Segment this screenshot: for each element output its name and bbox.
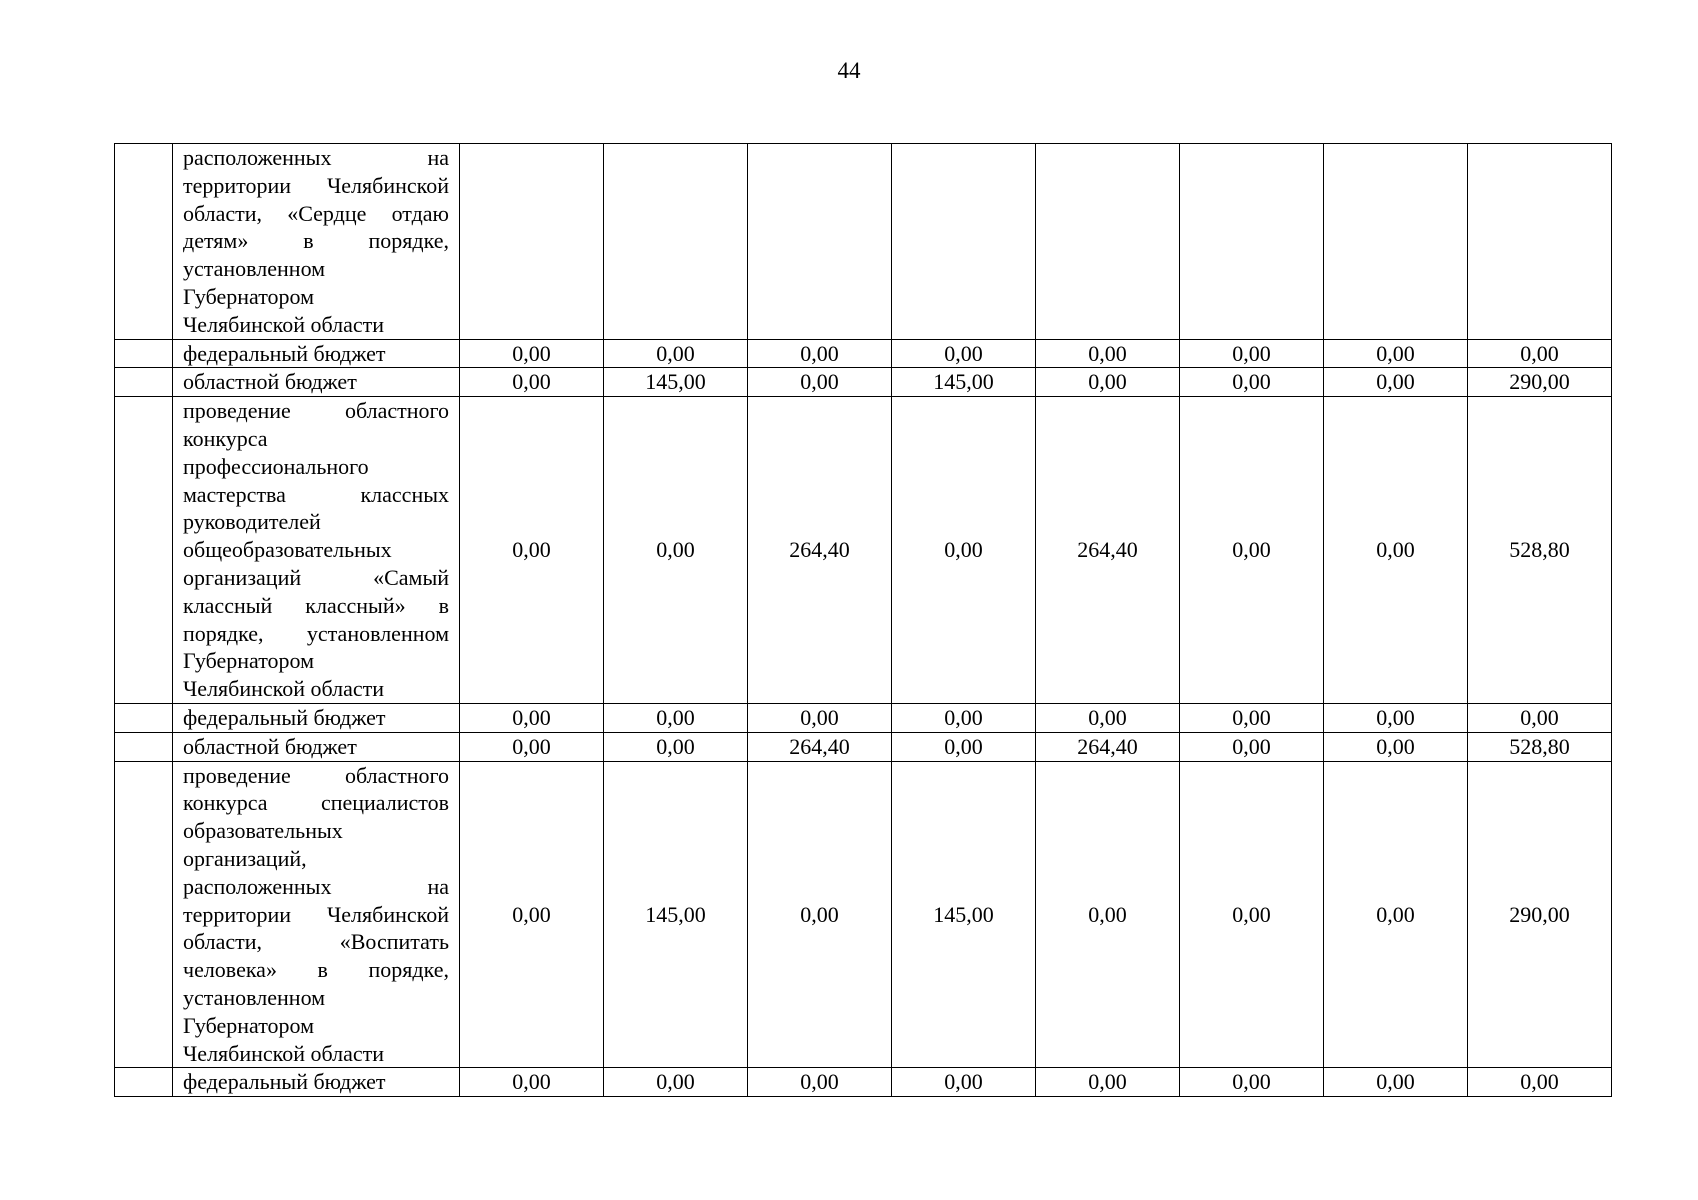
value-cell: 290,00 [1468, 368, 1612, 397]
budget-source-cell: федеральный бюджет [173, 703, 460, 732]
row-number-cell [115, 144, 173, 340]
budget-source-cell: областной бюджет [173, 368, 460, 397]
budget-source-cell: федеральный бюджет [173, 339, 460, 368]
value-cell: 0,00 [1180, 703, 1324, 732]
value-cell [1036, 144, 1180, 340]
value-cell: 0,00 [1324, 339, 1468, 368]
value-cell: 528,80 [1468, 732, 1612, 761]
value-cell: 0,00 [1036, 339, 1180, 368]
value-cell: 264,40 [748, 397, 892, 704]
value-cell: 0,00 [1324, 368, 1468, 397]
activity-name-line: мастерства классных [183, 481, 449, 507]
table-row-budget [115, 1068, 1612, 1097]
activity-name-line: Челябинской области [183, 676, 385, 702]
value-cell: 0,00 [748, 703, 892, 732]
value-cell: 264,40 [1036, 397, 1180, 704]
value-cell: 0,00 [1468, 1068, 1612, 1097]
activity-name-line: проведение областного [183, 398, 449, 424]
value-cell: 264,40 [1036, 732, 1180, 761]
value-cell: 0,00 [1324, 1068, 1468, 1097]
row-number-cell [115, 1068, 173, 1097]
activity-name-line: установленном [183, 256, 326, 282]
value-cell: 0,00 [604, 339, 748, 368]
activity-name-line: расположенных на [183, 873, 449, 899]
activity-name-line: территории Челябинской [183, 901, 449, 927]
value-cell: 145,00 [892, 368, 1036, 397]
value-cell: 145,00 [892, 761, 1036, 1068]
table-row-activity [115, 144, 1612, 340]
budget-source-cell: федеральный бюджет [173, 1068, 460, 1097]
table-row-activity [115, 761, 1612, 1068]
value-cell: 0,00 [460, 703, 604, 732]
activity-name-line: классный классный» в [183, 592, 449, 618]
budget-table [114, 143, 1612, 1097]
activity-name-line: человека» в порядке, [183, 957, 449, 983]
value-cell: 0,00 [1468, 339, 1612, 368]
value-cell: 0,00 [460, 732, 604, 761]
activity-name-line: Челябинской области [183, 311, 385, 337]
table-row-activity [115, 397, 1612, 704]
value-cell: 0,00 [460, 397, 604, 704]
activity-name-cell [173, 761, 460, 1068]
value-cell [604, 144, 748, 340]
table-row-budget [115, 732, 1612, 761]
value-cell: 264,40 [748, 732, 892, 761]
activity-name-line: Губернатором [183, 648, 315, 674]
activity-name-line: установленном [183, 984, 326, 1010]
value-cell: 0,00 [1180, 1068, 1324, 1097]
value-cell: 0,00 [892, 732, 1036, 761]
value-cell: 0,00 [460, 339, 604, 368]
value-cell: 0,00 [1324, 397, 1468, 704]
row-number-cell [115, 703, 173, 732]
activity-name-line: Губернатором [183, 1012, 315, 1038]
row-number-cell [115, 761, 173, 1068]
table-body [115, 144, 1612, 1097]
row-number-cell [115, 368, 173, 397]
value-cell: 145,00 [604, 761, 748, 1068]
value-cell [1468, 144, 1612, 340]
value-cell: 0,00 [1324, 732, 1468, 761]
value-cell: 0,00 [1036, 761, 1180, 1068]
activity-name-line: проведение областного [183, 762, 449, 788]
activity-name-line: конкурса специалистов [183, 790, 449, 816]
value-cell: 0,00 [1468, 703, 1612, 732]
activity-name-line: образовательных [183, 818, 343, 844]
value-cell: 0,00 [1036, 1068, 1180, 1097]
value-cell: 0,00 [1324, 761, 1468, 1068]
table-row-budget [115, 339, 1612, 368]
table-row-budget [115, 368, 1612, 397]
value-cell: 0,00 [604, 703, 748, 732]
activity-name-line: детям» в порядке, [183, 228, 449, 254]
value-cell: 0,00 [748, 1068, 892, 1097]
value-cell: 0,00 [892, 339, 1036, 368]
budget-source-cell: областной бюджет [173, 732, 460, 761]
value-cell: 0,00 [460, 761, 604, 1068]
value-cell: 0,00 [892, 1068, 1036, 1097]
activity-name-line: организаций, [183, 845, 307, 871]
value-cell: 0,00 [604, 1068, 748, 1097]
value-cell: 290,00 [1468, 761, 1612, 1068]
value-cell: 0,00 [1180, 339, 1324, 368]
value-cell: 0,00 [748, 339, 892, 368]
value-cell: 0,00 [1036, 368, 1180, 397]
value-cell: 0,00 [604, 732, 748, 761]
value-cell [1180, 144, 1324, 340]
value-cell: 0,00 [604, 397, 748, 704]
activity-name-line: расположенных на [183, 145, 449, 170]
activity-name-line: Губернатором [183, 283, 315, 309]
page-number: 44 [837, 58, 861, 83]
value-cell: 0,00 [1180, 397, 1324, 704]
row-number-cell [115, 397, 173, 704]
activity-name-line: общеобразовательных [183, 537, 392, 563]
row-number-cell [115, 339, 173, 368]
value-cell: 0,00 [1324, 703, 1468, 732]
value-cell: 0,00 [748, 368, 892, 397]
activity-name-line: организаций «Самый [183, 564, 449, 590]
value-cell: 0,00 [460, 1068, 604, 1097]
value-cell: 0,00 [748, 761, 892, 1068]
activity-name-line: руководителей [183, 509, 321, 535]
value-cell: 0,00 [1180, 732, 1324, 761]
activity-name-line: конкурса [183, 425, 268, 451]
activity-name-line: профессионального [183, 453, 369, 479]
value-cell: 145,00 [604, 368, 748, 397]
table-row-budget [115, 703, 1612, 732]
row-number-cell [115, 732, 173, 761]
value-cell: 0,00 [892, 397, 1036, 704]
value-cell [892, 144, 1036, 340]
value-cell: 0,00 [1036, 703, 1180, 732]
activity-name-line: территории Челябинской [183, 172, 449, 198]
activity-name-cell [173, 397, 460, 704]
value-cell: 0,00 [1180, 761, 1324, 1068]
value-cell: 0,00 [892, 703, 1036, 732]
value-cell [1324, 144, 1468, 340]
activity-name-line: области, «Сердце отдаю [183, 200, 449, 226]
activity-name-cell [173, 144, 460, 340]
value-cell: 0,00 [1180, 368, 1324, 397]
value-cell [748, 144, 892, 340]
value-cell [460, 144, 604, 340]
activity-name-line: области, «Воспитать [183, 929, 449, 955]
value-cell: 0,00 [460, 368, 604, 397]
activity-name-line: Челябинской области [183, 1040, 385, 1066]
value-cell: 528,80 [1468, 397, 1612, 704]
activity-name-line: порядке, установленном [183, 620, 449, 646]
